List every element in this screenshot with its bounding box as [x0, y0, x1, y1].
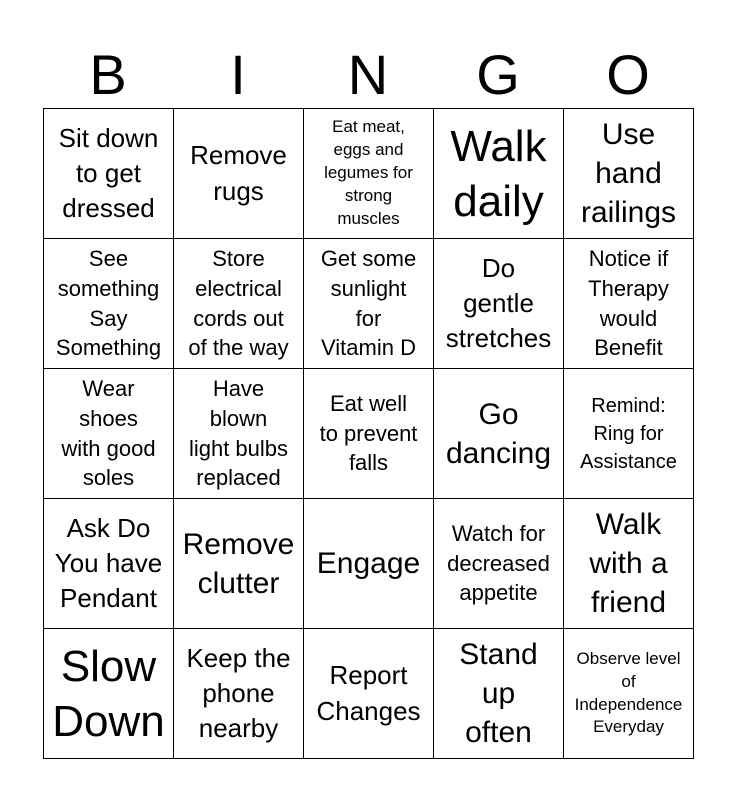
- bingo-cell[interactable]: [433, 498, 564, 629]
- cell-text: Use hand railings: [580, 118, 677, 229]
- bingo-cell[interactable]: [433, 628, 564, 759]
- cell-text: Report Changes: [316, 660, 421, 726]
- cell-text: Engage: [316, 547, 421, 580]
- cell-text: Watch for decreased appetite: [447, 520, 550, 606]
- bingo-cell[interactable]: [173, 238, 304, 369]
- bingo-cell[interactable]: [173, 628, 304, 759]
- header-letter-i: I: [230, 43, 246, 106]
- cell-text: Store electrical cords out of the way: [188, 246, 289, 361]
- cell-text: Remove clutter: [182, 527, 295, 600]
- bingo-cell[interactable]: [433, 238, 564, 369]
- header-letter-o: O: [606, 43, 650, 106]
- bingo-cell[interactable]: [563, 238, 694, 369]
- cell-text: Go dancing: [445, 397, 552, 470]
- bingo-cell[interactable]: [43, 498, 174, 629]
- bingo-cell[interactable]: [303, 368, 434, 499]
- bingo-cell[interactable]: [563, 368, 694, 499]
- cell-text: Stand up often: [459, 638, 538, 749]
- bingo-cell[interactable]: [173, 368, 304, 499]
- cell-text: Sit down to get dressed: [58, 122, 159, 224]
- bingo-header: [43, 42, 693, 108]
- header-letter-g: G: [476, 43, 520, 106]
- cell-text: Do gentle stretches: [445, 252, 552, 354]
- bingo-cell[interactable]: [303, 108, 434, 239]
- bingo-cell[interactable]: [303, 498, 434, 629]
- cell-text: Ask Do You have Pendant: [54, 512, 163, 614]
- bingo-cell[interactable]: [173, 108, 304, 239]
- bingo-cell[interactable]: [43, 108, 174, 239]
- cell-text: Walk with a friend: [589, 508, 668, 619]
- cell-text: Keep the phone nearby: [186, 642, 291, 744]
- cell-text: Walk daily: [450, 121, 547, 226]
- cell-text: Remove rugs: [190, 140, 287, 206]
- cell-text: See something Say Something: [55, 246, 162, 361]
- cell-text: Have blown light bulbs replaced: [188, 376, 289, 491]
- bingo-cell[interactable]: [563, 108, 694, 239]
- cell-text: Slow Down: [52, 641, 165, 746]
- cell-text: Notice if Therapy would Benefit: [588, 246, 669, 361]
- bingo-cell[interactable]: [303, 628, 434, 759]
- cell-text: Get some sunlight for Vitamin D: [320, 246, 417, 361]
- header-letter-b: B: [89, 43, 127, 106]
- bingo-cell[interactable]: [43, 368, 174, 499]
- bingo-cell[interactable]: [563, 498, 694, 629]
- bingo-cell[interactable]: [43, 238, 174, 369]
- cell-text: Wear shoes with good soles: [61, 376, 156, 491]
- cell-text: Eat meat, eggs and legumes for strong muscles: [324, 117, 413, 228]
- header-letter-n: N: [347, 43, 389, 106]
- bingo-cell[interactable]: [303, 238, 434, 369]
- bingo-cell[interactable]: [563, 628, 694, 759]
- cell-text: Remind: Ring for Assistance: [580, 394, 677, 473]
- cell-text: Eat well to prevent falls: [319, 390, 418, 476]
- bingo-cell[interactable]: [433, 368, 564, 499]
- bingo-cell[interactable]: [433, 108, 564, 239]
- cell-text: Observe level of Independence Everyday: [574, 648, 683, 737]
- bingo-cell[interactable]: [173, 498, 304, 629]
- bingo-cell[interactable]: [43, 628, 174, 759]
- bingo-card: [43, 108, 693, 758]
